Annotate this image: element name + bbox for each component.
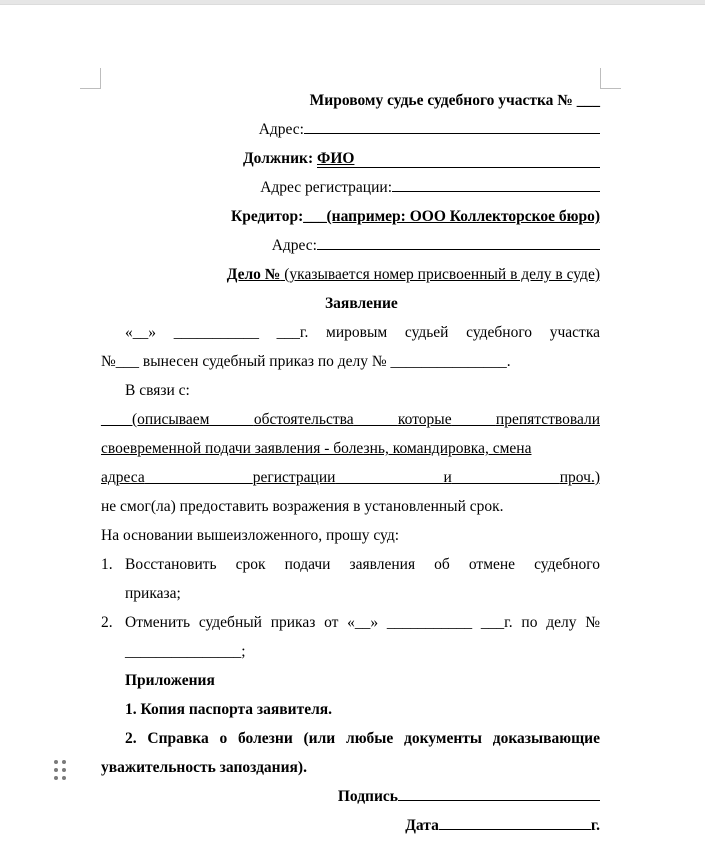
debtor-line — [101, 144, 600, 173]
creditor-name: ___(например: ООО Коллекторское бюро) — [303, 208, 600, 225]
date-label: Дата — [405, 817, 439, 834]
date-suffix: г. — [590, 817, 600, 834]
word: участка — [549, 324, 600, 341]
word: препятствовали — [495, 411, 600, 428]
attachment-item-1: 1. Копия паспорта заявителя. — [125, 701, 333, 718]
case-number-line — [101, 260, 600, 289]
word: мировым — [326, 324, 388, 341]
reasons-line-1 — [101, 405, 600, 434]
list-number: 2. — [101, 614, 113, 631]
word: ____(описываем — [101, 411, 210, 428]
date-blank — [439, 812, 591, 830]
due-to-label: В связи с: — [125, 382, 190, 399]
document-title: Заявление — [325, 295, 398, 312]
creditor-address-line — [101, 231, 600, 260]
order-case-line: №___ вынесен судебный приказ по делу № _______________. — [101, 353, 511, 370]
court-address-blank — [304, 116, 600, 134]
signature-label: Подпись — [337, 788, 398, 805]
word: обстоятельства — [253, 411, 354, 428]
request-text: Восстановить срок подачи заявления об отмене судебного — [125, 556, 600, 573]
court-address-label: Адрес: — [258, 121, 304, 138]
attachment-item-2: 2. Справка о болезни (или любые документы доказывающие — [125, 730, 600, 747]
word: адреса — [101, 469, 145, 486]
creditor-label: Кредитор: — [231, 208, 304, 225]
date-year-blank: ___г. — [276, 324, 309, 341]
word: регистрации — [252, 469, 336, 486]
list-number: 1. — [101, 556, 113, 573]
request-item-1-cont: приказа; — [125, 585, 181, 602]
registration-address-label: Адрес регистрации: — [260, 179, 392, 196]
creditor-line — [101, 202, 600, 231]
registration-address-blank — [392, 174, 600, 192]
date-month-blank: ___________ — [173, 324, 259, 341]
signature-blank — [398, 783, 600, 801]
word: судебного — [466, 324, 533, 341]
reasons-line-3 — [101, 463, 600, 492]
creditor-address-label: Адрес: — [271, 237, 317, 254]
request-item-2 — [101, 608, 600, 637]
request-item-1 — [101, 550, 600, 579]
word: и — [443, 469, 452, 486]
request-item-2-cont: _______________; — [125, 643, 246, 660]
creditor-address-blank — [317, 232, 600, 250]
case-hint: (указывается номер присвоенный в делу в суде) — [280, 266, 600, 283]
attachment-item-2-cont: уважительность запоздания). — [101, 759, 307, 776]
reasons-line-2: своевременной подачи заявления - болезнь, командировка, смена — [101, 440, 532, 457]
window-top-bar — [0, 0, 705, 5]
date-day-blank: «__» — [125, 324, 156, 341]
debtor-label: Должник: — [243, 150, 314, 167]
order-date-line — [101, 318, 600, 347]
court-address-line — [101, 115, 600, 144]
document-page — [101, 86, 600, 840]
word: проч.) — [559, 469, 600, 486]
unable-text: не смог(ла) предоставить возражения в установленный срок. — [101, 498, 504, 515]
debtor-name: ФИО — [317, 151, 600, 168]
basis-text: На основании вышеизложенного, прошу суд: — [101, 527, 400, 544]
drag-handle-icon[interactable] — [54, 760, 68, 780]
page-corner-mark-left — [80, 68, 101, 89]
page-corner-mark-right — [600, 68, 621, 89]
word: которые — [397, 411, 452, 428]
date-line — [101, 811, 600, 840]
signature-line — [101, 782, 600, 811]
word: судьей — [404, 324, 449, 341]
request-text: Отменить судебный приказ от «__» ___________ ___г. по делу № — [125, 614, 600, 631]
attachments-title: Приложения — [125, 672, 215, 689]
registration-address-line — [101, 173, 600, 202]
case-label: Дело № — [226, 266, 281, 283]
judge-title: Мировому судье судебного участка № ___ — [309, 92, 600, 109]
